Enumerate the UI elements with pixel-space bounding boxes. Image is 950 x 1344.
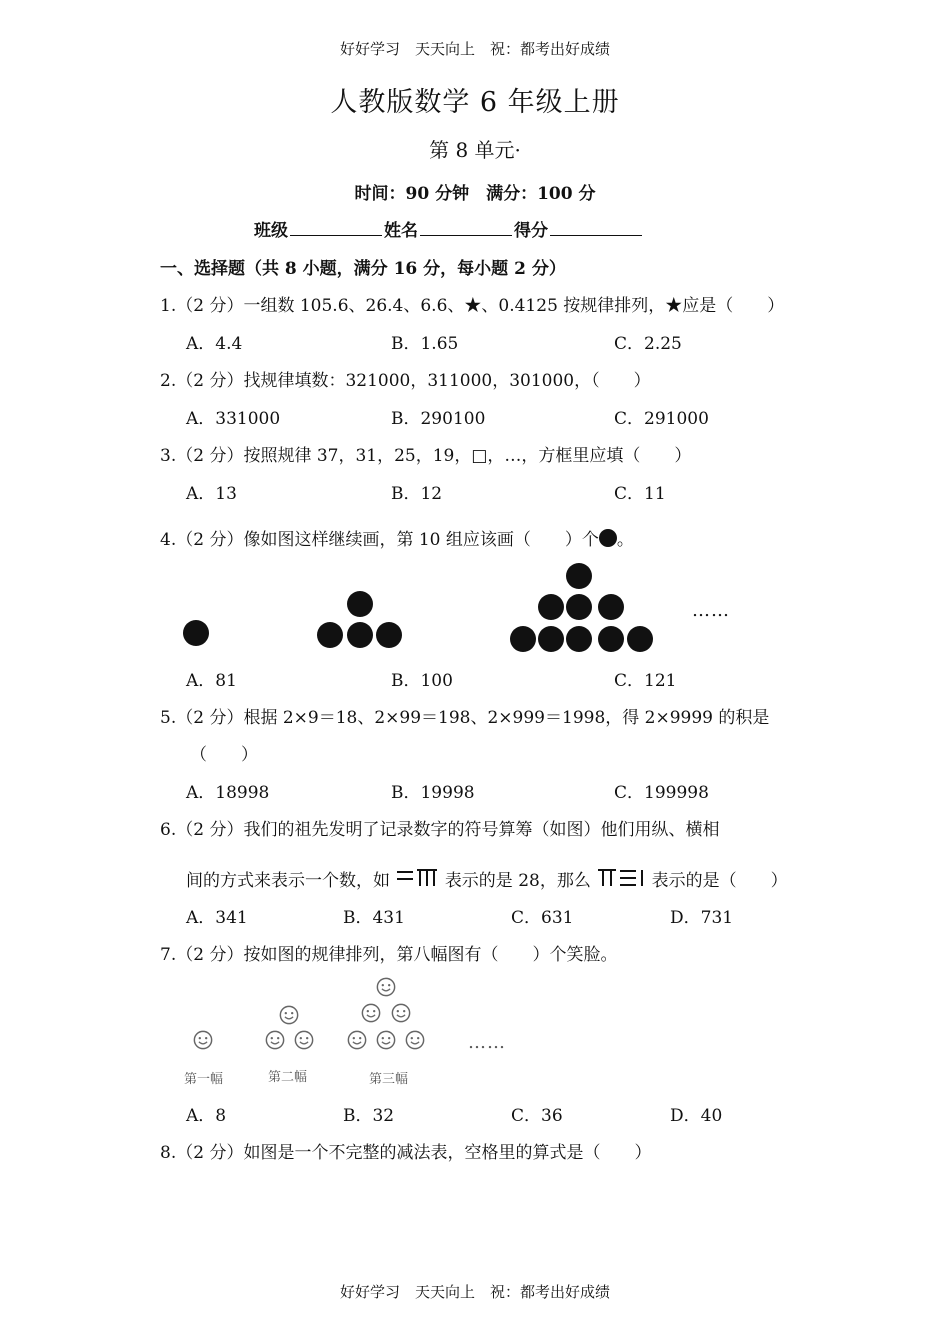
- name-blank[interactable]: [420, 217, 512, 236]
- caption-figure-3: 第三幅: [369, 1072, 409, 1087]
- q2-option-c: C．291000: [614, 409, 709, 429]
- question-4: [160, 525, 634, 550]
- question-5-cont: （ ）: [190, 745, 258, 765]
- q2-option-a: A．331000: [186, 409, 281, 429]
- class-label: 班级: [254, 221, 288, 241]
- dot-group-2: [347, 622, 373, 648]
- dot-group-3: [566, 626, 592, 652]
- class-blank[interactable]: [290, 217, 382, 236]
- q1-option-c: C．2.25: [614, 334, 682, 354]
- q7-option-b: B．32: [343, 1106, 395, 1126]
- q7-option-a: A．8: [186, 1106, 227, 1126]
- unit-label: 第 8 单元·: [429, 138, 521, 162]
- dot-group-3: [566, 594, 592, 620]
- question-6-text-a: 间的方式来表示一个数，如: [186, 871, 390, 891]
- black-dot-icon: [599, 529, 617, 547]
- time-score-line: 时间：90 分钟 满分：100 分: [354, 184, 596, 204]
- q6-option-a: A．341: [186, 908, 248, 928]
- question-1: 1.（2 分）一组数 105.6、26.4、6.6、★、0.4125 按规律排列，★应是（ ）: [160, 296, 785, 316]
- q2-option-b: B．290100: [391, 409, 486, 429]
- dot-group-3: [598, 594, 624, 620]
- question-6-text-b: 表示的是 28，那么: [444, 871, 591, 891]
- dot-group-3: [598, 626, 624, 652]
- continuation-ellipsis: ……: [692, 600, 730, 621]
- name-label: 姓名: [384, 221, 418, 241]
- smiley-face-icon: [376, 1030, 396, 1050]
- q3-option-c: C．11: [614, 484, 666, 504]
- smiley-face-icon: [361, 1003, 381, 1023]
- q4-option-c: C．121: [614, 671, 677, 691]
- caption-figure-2: 第二幅: [268, 1070, 308, 1085]
- dot-group-3: [538, 594, 564, 620]
- smiley-face-icon: [294, 1030, 314, 1050]
- question-4-text: 4.（2 分）像如图这样继续画，第 10 组应该画（ ）个: [160, 530, 599, 550]
- smiley-continuation-ellipsis: ……: [468, 1032, 506, 1053]
- smiley-face-icon: [193, 1030, 213, 1050]
- q3-option-b: B．12: [391, 484, 443, 504]
- dot-group-3: [627, 626, 653, 652]
- rod-numeral-question-icon: [596, 867, 646, 889]
- dot-group-2: [376, 622, 402, 648]
- q5-option-b: B．19998: [391, 783, 475, 803]
- dot-group-2: [317, 622, 343, 648]
- question-3: 3.（2 分）按照规律 37，31，25，19，□，…，方框里应填（ ）: [160, 446, 692, 466]
- page-header: 好好学习 天天向上 祝：都考出好成绩: [339, 40, 610, 58]
- q7-option-d: D．40: [670, 1106, 723, 1126]
- dot-group-3: [510, 626, 536, 652]
- dot-group-1: [183, 620, 209, 646]
- question-8: 8.（2 分）如图是一个不完整的减法表，空格里的算式是（ ）: [160, 1143, 652, 1163]
- q7-option-c: C．36: [511, 1106, 563, 1126]
- score-label: 得分: [514, 221, 548, 241]
- q3-option-a: A．13: [186, 484, 237, 504]
- page-footer: 好好学习 天天向上 祝：都考出好成绩: [339, 1283, 610, 1301]
- q6-option-d: D．731: [670, 908, 734, 928]
- question-4-text-end: 。: [616, 530, 634, 550]
- document-title: 人教版数学 6 年级上册: [330, 87, 620, 118]
- rod-numeral-28-icon: [395, 867, 439, 889]
- caption-figure-1: 第一幅: [184, 1072, 224, 1087]
- q6-option-b: B．431: [343, 908, 405, 928]
- q6-option-c: C．631: [511, 908, 574, 928]
- q4-option-a: A．81: [186, 671, 237, 691]
- student-info-line: [254, 216, 644, 241]
- q4-option-b: B．100: [391, 671, 453, 691]
- q5-option-c: C．199998: [614, 783, 709, 803]
- smiley-face-icon: [405, 1030, 425, 1050]
- smiley-face-icon: [279, 1005, 299, 1025]
- smiley-face-icon: [265, 1030, 285, 1050]
- question-2: 2.（2 分）找规律填数：321000，311000，301000，（ ）: [160, 371, 651, 391]
- question-6: 6.（2 分）我们的祖先发明了记录数字的符号算筹（如图）他们用纵、横相: [160, 820, 720, 840]
- smiley-face-icon: [376, 977, 396, 997]
- question-7: 7.（2 分）按如图的规律排列，第八幅图有（ ）个笑脸。: [160, 945, 618, 965]
- score-blank[interactable]: [550, 217, 642, 236]
- question-5: 5.（2 分）根据 2×9＝18、2×99＝198、2×999＝1998，得 2×9999 的积是: [160, 708, 770, 728]
- smiley-face-icon: [391, 1003, 411, 1023]
- dot-group-3: [538, 626, 564, 652]
- q1-option-a: A．4.4: [186, 334, 243, 354]
- dot-group-3: [566, 563, 592, 589]
- section-heading: 一、选择题（共 8 小题，满分 16 分，每小题 2 分）: [160, 259, 566, 279]
- q1-option-b: B．1.65: [391, 334, 459, 354]
- question-6-cont: [186, 866, 788, 891]
- dot-group-2: [347, 591, 373, 617]
- q5-option-a: A．18998: [186, 783, 270, 803]
- smiley-face-icon: [347, 1030, 367, 1050]
- question-6-text-c: 表示的是（ ）: [651, 871, 788, 891]
